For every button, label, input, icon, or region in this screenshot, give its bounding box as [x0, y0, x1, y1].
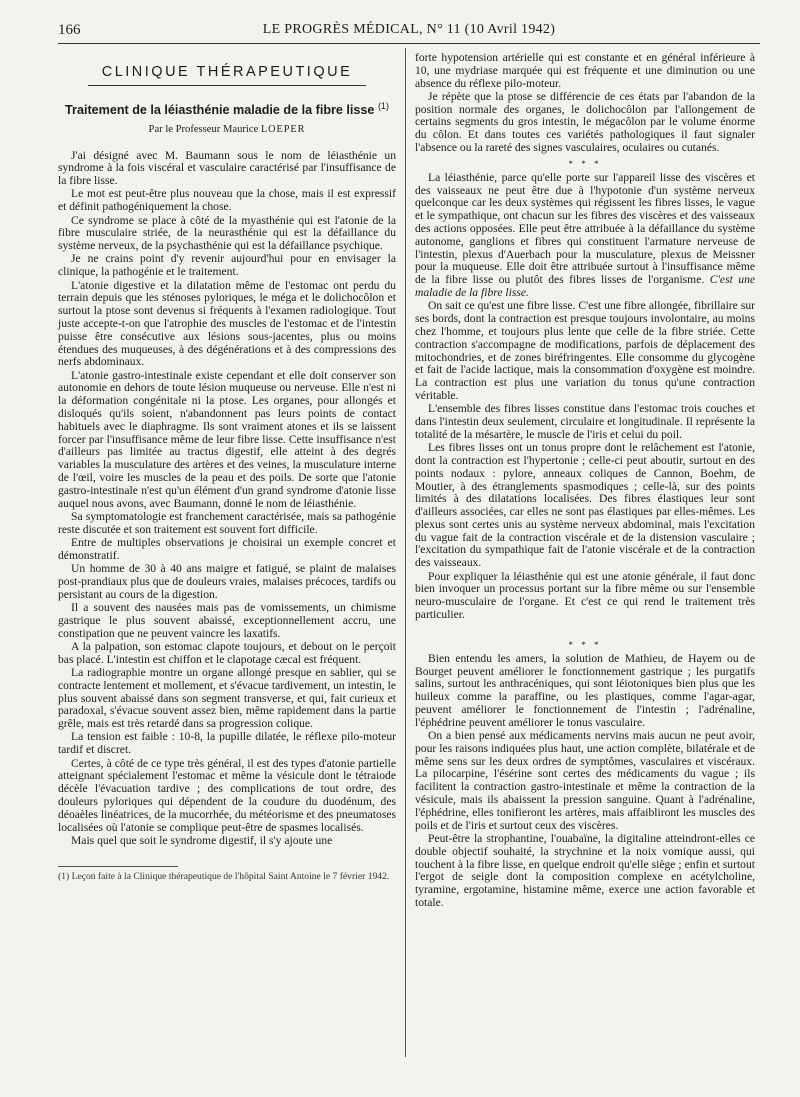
section-heading: CLINIQUE THÉRAPEUTIQUE	[101, 64, 353, 80]
paragraph: forte hypotension artérielle qui est constante et en général inférieure à 10, une mydriase marquée qui est fréquente et une diminution ou une absence du réflexe pilo-moteur.	[415, 51, 755, 90]
paragraph: Un homme de 30 à 40 ans maigre et fatigué, se plaint de malaises post-prandiaux plus que de douleurs vraies, malaises précoces, tardifs ou persistant au cours de la digestion.	[58, 562, 396, 601]
paragraph: A la palpation, son estomac clapote toujours, et debout on le perçoit bas placé. L'intestin est chiffon et le clapotage cæcal est fréquent.	[58, 639, 396, 666]
header-rule	[58, 43, 760, 44]
paragraph: Les fibres lisses ont un tonus propre dont le relâchement est l'atonie, dont la contraction est l'hypertonie ; celle-ci peut aboutir, surtout en des points nodaux : pylore, anneaux coliques de Cannon, Boehm, de Moutier, à des étranglements spasmodiques ; celle-là, sur des points limités à des dilatations localisées. Des fibres élastiques leur sont d'ailleurs associées, car elles ne sont pas élastiques par elles-mêmes. Les plexus sont certes unis au système nerveux abdominal, mais l'excitation du vague fait de la contraction viscérale et de la distension vasculaire ; l'excitation du sympathique fait de l'atonie viscérale et de la contraction des vaisseaux.	[415, 441, 755, 570]
paragraph: Il a souvent des nausées mais pas de vomissements, un chimisme gastrique le plus souvent abaissé, exceptionnellement accru, une constipation que ne peuvent vaincre les laxatifs.	[58, 600, 396, 640]
journal-title: LE PROGRÈS MÉDICAL, N° 11 (10 Avril 1942)	[262, 22, 556, 37]
author-prefix: Par le Professeur Maurice	[148, 123, 259, 135]
paragraph: L'ensemble des fibres lisses constitue dans l'estomac trois couches et dans l'intestin deux seulement, circulaire et longitudinale. Il représente la totalité de la mésartère, le muscle de l'iris et celui du poil.	[415, 402, 755, 441]
footnote: (1) Leçon faite à la Clinique thérapeutique de l'hôpital Saint Antoine le 7 février 1942.	[58, 870, 390, 882]
paragraph: J'ai désigné avec M. Baumann sous le nom de léiasthénie un syndrome à la fois viscéral et vasculaire caractérisé par l'insuffisance de la fibre lisse.	[58, 148, 396, 188]
title-footnote-mark: (1)	[377, 100, 389, 111]
paragraph: Ce syndrome se place à côté de la myasthénie qui est l'atonie de la fibre musculaire striée, de la neurasthénie qui est la défaillance du système nerveux, de la psychasthénie qui est la défaillance psychique.	[58, 213, 396, 253]
paragraph: Mais quel que soit le syndrome digestif, il s'y ajoute une	[71, 833, 333, 847]
paragraph: Bien entendu les amers, la solution de Mathieu, de Hayem ou de Bourget peuvent améliorer le fonctionnement gastrique ; les purgatifs salins, surtout les anthracéniques, qui sont léiotoniques bien plus que les huileux comme la paraffine, ou les plastiques, comme l'agar-agar, peuvent améliorer le fonctionnement de l'intestin ; l'adrénaline, l'éphédrine peuvent améliorer le tonus vasculaire.	[415, 651, 755, 729]
section-rule	[88, 85, 366, 86]
section-separator-stars: * * *	[568, 158, 602, 169]
paragraph: L'atonie digestive et la dilatation même de l'estomac ont perdu du terrain depuis que les sténoses pyloriques, le méga et le dolichocôlon et surtout la ptose sont devenus si fréquents à l'examen radiologique. Tout juste accepte-t-on que l'atrophie des muscles de l'estomac et de l'intestin puisse être consécutive aux lésions sous-jacentes, plus ou moins étendues des muqueuses, à des dégénérations et à des compressions des nerfs abdominaux.	[58, 278, 396, 369]
paragraph-text: La léiasthénie, parce qu'elle porte sur l'appareil lisse des viscères et des vaisseaux ne peut être due à l'hypotonie d'un système nerveux quelconque car les deux systèmes qui régissent les fibres lisses, le vague et le sympathique, ont chacun sur les fibres des viscères et des vaisseaux des actions opposées. Elle peut être attribuée à la défaillance du système autonome, ganglions et fibres qui constituent l'armature nerveuse de l'intestin, plexus d'Auerbach pour la musculature, plexus de Meissner pour la muqueuse. Elle doit être attribuée surtout à l'insuffisance même de la fibre lisse ou plutôt des fibres lisses de l'organisme.	[415, 170, 755, 287]
italic-phrase: C'est une maladie de la fibre lisse.	[415, 273, 756, 300]
paragraph: Peut-être la strophantine, l'ouabaïne, la digitaline atteindront-elles ce double objectif souhaité, la strychnine et la noix vomique aussi, qui touchent à la fibre lisse, en quelque endroit qu'elle siège ; enfin et surtout l'ergot de seigle dont la composition complexe en acétylcholine, tyramine, ergotamine, histamine même, exerce une action favorable et totale.	[415, 831, 755, 909]
article-title-text: Traitement de la léiasthénie maladie de la fibre lisse	[65, 102, 375, 117]
paragraph: Sa symptomatologie est franchement caractérisée, mais sa pathogénie reste discutée et son traitement est souvent fort difficile.	[58, 509, 396, 536]
spacer	[415, 622, 755, 636]
author-name: LOEPER	[260, 123, 306, 135]
author-line	[58, 124, 396, 137]
page-number: 166	[58, 22, 81, 38]
right-column	[415, 52, 755, 910]
paragraph: Je ne crains point d'y revenir aujourd'hui pour en envisager la clinique, la pathogénie et le traitement.	[58, 252, 396, 279]
paragraph: Pour expliquer la léiasthénie qui est une atonie générale, il faut donc bien invoquer un processus portant sur la fibre même ou sur l'ensemble neuro-musculaire de l'organe. Et c'est ce qui rend le traitement très particulier.	[415, 569, 755, 621]
article-title	[58, 100, 396, 117]
paragraph: On sait ce qu'est une fibre lisse. C'est une fibre allongée, fibrillaire sur ses bords, dont la contraction est presque toujours involontaire, au moins chez l'homme, et toujours plus lente que celle de la fibre striée. Cette contraction s'accompagne de modifications, parfois de déplacement des mitochondries, et de zones biréfringentes. Elle consomme du glycogène et fait de l'acide lactique, mais la consommation d'oxygène est moindre. La contraction est plus une variation du tonus qu'une contraction véritable.	[415, 299, 755, 402]
paragraph: Le mot est peut-être plus nouveau que la chose, mais il est expressif et définit pathogéniquement la chose.	[58, 187, 396, 214]
section-separator-stars: * * *	[568, 639, 602, 650]
paragraph: L'atonie gastro-intestinale existe cependant et elle doit conserver son autonomie en dehors de toute lésion muqueuse ou nerveuse. Elle n'est ni la déformation congénitale ni la ptose. Les organes, pour allongés et disloqués qu'ils soient, n'abandonnent pas leurs points de contact habituels avec le diaphragme. Ils sont vraiment atones et ils se laissent forcer par l'insuffisance même de leur fibre lisse. Cette insuffisance n'est d'ailleurs pas limitée au tractus digestif, elle atteint à des degrés variables la musculature des artères et des veines, la musculature interne de l'œil, voire les muscles de la peau et des poils. De sorte que l'atonie gastro-intestinale n'est qu'un élément d'un grand syndrome d'atonie lisse auquel nous avons, avec Baumann, donné le nom de léiasthénie.	[58, 368, 396, 510]
footnote-rule	[58, 866, 178, 867]
left-column	[58, 50, 396, 882]
paragraph: On a bien pensé aux médicaments nervins mais aucun ne peut avoir, pour les raisons indiquées plus haut, une action complète, bilatérale et de même sens sur les deux ordres de symptômes, vasculaires et viscéraux. La pilocarpine, l'ésérine sont certes des médicaments du vague ; ils facilitent la contraction gastro-intestinale et même la contraction de la vésicule, mais ils abaissent la pression sanguine. Quant à l'adrénaline, l'éphédrine, elles tonifieront les artères, mais affaibliront les muscles des poils et de l'iris et surtout ceux des viscères.	[415, 729, 755, 832]
column-divider	[405, 48, 406, 1057]
running-header	[58, 22, 760, 42]
paragraph: La radiographie montre un organe allongé presque en sablier, qui se contracte lentement et mollement, et s'évacue tardivement, un intestin, le plus souvent abaissé dans son segment transverse, et qui, fait curieux et paradoxal, s'évacue souvent assez bien, même rapidement dans la partie grêle, mais est très retardé dans sa progression colique.	[58, 665, 396, 731]
left-body	[58, 150, 396, 848]
paragraph: Entre de multiples observations je choisirai un exemple concret et démonstratif.	[58, 535, 396, 562]
paragraph: Certes, à côté de ce type très général, il est des types d'atonie partielle atteignant spécialement l'estomac et même la vésicule dont le tétraiode décèle l'évacuation tardive ; des complications de tout ordre, des douleurs pyloriques qui dépendent de la coudure du duodénum, des déoaèles linéatrices, de la mucorrhée, du météorisme et des pneumatoses localisées où l'atonie se complique peut-être de spasmes localisés.	[58, 756, 396, 834]
paragraph: Je répète que la ptose se différencie de ces états par l'abandon de la position normale des organes, le dolichocôlon par l'allongement de certains segments du gros intestin, le mégacôlon par le volume énorme du côlon. Et dans toutes ces variétés pathologiques il faut signaler l'absence ou la rareté des signes vasculaires, oculaires ou cutanés.	[415, 89, 755, 155]
paragraph	[415, 172, 755, 300]
paragraph: La tension est faible : 10-8, la pupille dilatée, le réflexe pilo-moteur tardif et discret.	[58, 730, 396, 757]
